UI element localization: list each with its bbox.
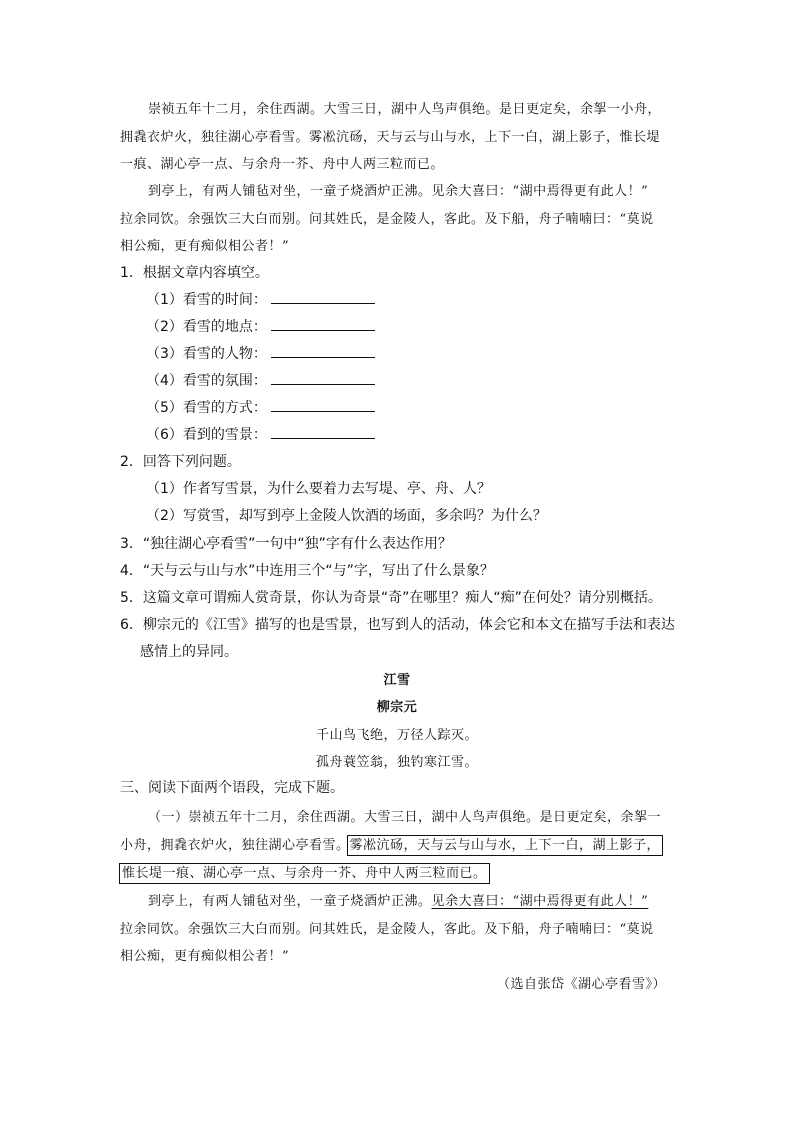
question-2-title: 2．回答下列问题。	[120, 454, 241, 470]
fill-label: （2）看雪的地点：	[146, 319, 267, 335]
poem-author: 柳宗元	[376, 700, 418, 715]
passage-text: 到亭上，有两人铺毡对坐，一童子烧酒炉正沸。	[148, 894, 432, 909]
question-5: 5．这篇文章可谓痴人赏奇景，你认为奇景“奇”在哪里？痴人“痴”在何处？请分别概括。	[120, 590, 662, 606]
fill-item	[146, 343, 375, 363]
passage-line: 相公痴，更有痴似相公者！”	[120, 949, 290, 964]
fill-item	[146, 397, 375, 417]
answer-blank[interactable]	[271, 426, 375, 439]
passage-line: 一痕、湖心亭一点、与余舟一芥、舟中人两三粒而已。	[120, 157, 445, 172]
answer-blank[interactable]	[271, 318, 375, 331]
passage-line: 相公痴，更有痴似相公者！”	[120, 239, 290, 254]
poem-title: 江雪	[383, 673, 411, 688]
source-citation: （选自张岱《湖心亭看雪》）	[496, 977, 666, 992]
question-3: 3．“独往湖心亭看雪”一句中“独”字有什么表达作用？	[120, 536, 452, 552]
question-6: 6．柳宗元的《江雪》描写的也是雪景，也写到人的活动，体会它和本文在描写手法和表达	[120, 617, 675, 633]
fill-label: （6）看到的雪景：	[146, 427, 267, 443]
fill-item	[146, 370, 375, 390]
answer-blank[interactable]	[271, 372, 375, 385]
passage-line: （一）崇祯五年十二月，余住西湖。大雪三日，湖中人鸟声俱绝。是日更定矣，余挐一	[148, 810, 662, 825]
question-4: 4．“天与云与山与水”中连用三个“与”字，写出了什么景象？	[120, 563, 494, 579]
passage-text: 小舟，拥毳衣炉火，独往湖心亭看雪。	[120, 838, 350, 853]
fill-item	[146, 289, 375, 309]
passage-line: 拉余同饮。余强饮三大白而别。问其姓氏，是金陵人，客此。及下船，舟子喃喃曰：“莫说	[120, 212, 654, 227]
question-1-title: 1．根据文章内容填空。	[120, 265, 269, 281]
fill-item	[146, 316, 375, 336]
sub-question: （2）写赏雪，却写到亭上金陵人饮酒的场面，多余吗？为什么？	[146, 508, 547, 524]
boxed-sentence: 惟长堤一痕、湖心亭一点、与余舟一芥、舟中人两三粒而已。	[122, 866, 487, 881]
answer-blank[interactable]	[271, 291, 375, 304]
passage-line	[120, 834, 660, 853]
passage-line	[148, 890, 648, 909]
fill-label: （1）看雪的时间：	[146, 292, 267, 308]
fill-label: （4）看雪的氛围：	[146, 373, 267, 389]
answer-blank[interactable]	[271, 345, 375, 358]
fill-item	[146, 424, 375, 444]
poem-line: 孤舟蓑笠翁，独钓寒江雪。	[315, 755, 478, 770]
answer-blank[interactable]	[271, 399, 375, 412]
passage-line: 到亭上，有两人铺毡对坐，一童子烧酒炉正沸。见余大喜曰：“湖中焉得更有此人！”	[148, 184, 649, 199]
section-3-title: 三、阅读下面两个语段，完成下题。	[120, 780, 344, 796]
underlined-sentence: 见余大喜曰：“湖中焉得更有此人！”	[431, 894, 649, 909]
passage-line: 崇祯五年十二月，余住西湖。大雪三日，湖中人鸟声俱绝。是日更定矣，余挐一小舟，	[148, 102, 662, 117]
poem-line: 千山鸟飞绝，万径人踪灭。	[315, 728, 478, 743]
passage-line	[122, 862, 487, 881]
fill-label: （5）看雪的方式：	[146, 400, 267, 416]
boxed-sentence: 雾凇沆砀，天与云与山与水，上下一白，湖上影子，	[349, 838, 661, 853]
question-6-cont: 感情上的异同。	[140, 644, 238, 660]
passage-line: 拥毳衣炉火，独往湖心亭看雪。雾凇沆砀，天与云与山与水，上下一白，湖上影子，惟长堤	[120, 130, 661, 145]
sub-question: （1）作者写雪景，为什么要着力去写堤、亭、舟、人？	[146, 481, 491, 497]
fill-label: （3）看雪的人物：	[146, 346, 267, 362]
passage-line: 拉余同饮。余强饮三大白而别。问其姓氏，是金陵人，客此。及下船，舟子喃喃曰：“莫说	[120, 922, 654, 937]
